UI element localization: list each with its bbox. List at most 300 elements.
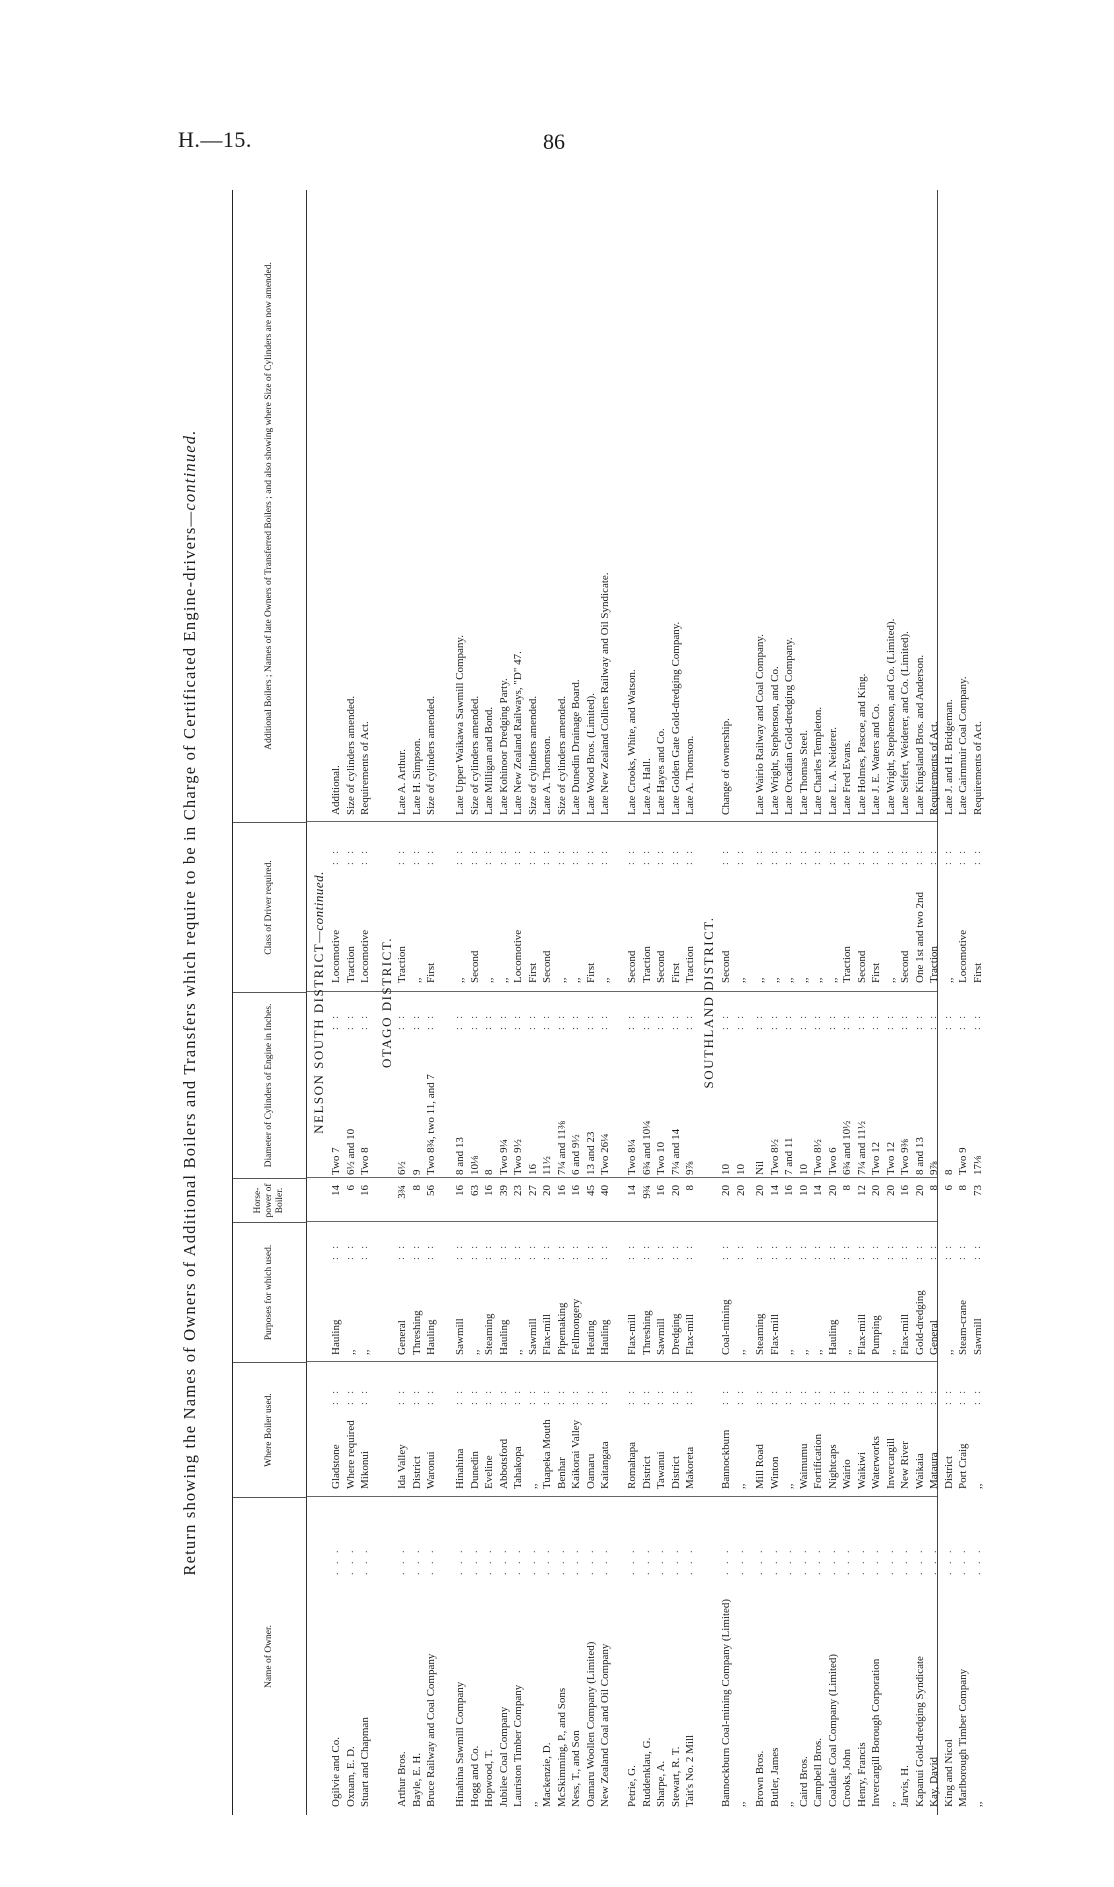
leader-dots: . . . (734, 1547, 746, 1575)
driver-class: ,, (555, 977, 568, 983)
leader-dots: : : (483, 1242, 494, 1260)
horse-power: 16 (783, 1185, 795, 1196)
owner-name: ,, (971, 1801, 984, 1807)
horse-power: 16 (359, 1185, 371, 1196)
leader-dots: : : (928, 1012, 939, 1030)
additional-note: Late J. and H. Bridgeman. (942, 699, 955, 815)
owner-name: Kapanui Gold-dredging Syndicate (913, 1656, 926, 1807)
boiler-purpose: Gold-dredging (913, 1290, 926, 1355)
boiler-location: District (640, 1456, 653, 1489)
leader-dots: : : (797, 1012, 809, 1030)
driver-class: ,, (768, 977, 781, 983)
leader-dots: . . . (344, 1547, 356, 1575)
table-row (453, 190, 467, 1815)
boiler-location: Kaikorai Valley (570, 1419, 582, 1489)
leader-dots: : : (584, 847, 596, 865)
table-row (598, 190, 612, 1815)
leader-dots: : : (812, 1012, 823, 1030)
horse-power: 20 (826, 1185, 839, 1196)
leader-dots: : : (768, 847, 780, 865)
boiler-purpose: Steaming (483, 1313, 495, 1355)
table-row (797, 190, 811, 1815)
table-row (555, 190, 569, 1815)
cylinder-diameter: 6½ (396, 1161, 408, 1175)
horse-power: 12 (855, 1185, 868, 1196)
boiler-purpose: ,, (468, 1349, 481, 1355)
leader-dots: : : (497, 847, 509, 865)
additional-note: Late Wright, Stephenson, and Co. (Limited). (884, 618, 897, 815)
table-row (719, 190, 733, 1815)
owner-name: ,, (884, 1801, 897, 1807)
leader-dots: . . . (584, 1547, 596, 1575)
leader-dots: : : (783, 847, 794, 865)
boiler-location: Nightcaps (826, 1444, 839, 1489)
page-header (0, 127, 1114, 161)
owner-name: Hogg and Co. (468, 1745, 481, 1807)
boiler-purpose: Pumping (870, 1315, 882, 1355)
horse-power: 16 (570, 1185, 582, 1196)
leader-dots: : : (812, 1387, 823, 1405)
leader-dots: : : (454, 1387, 465, 1405)
cylinder-diameter: Two 10 (655, 1141, 667, 1175)
section-tail: —continued. (311, 871, 326, 943)
cylinder-diameter: Two 8 (359, 1147, 371, 1175)
col-header-class: Class of Driver required. (233, 822, 307, 992)
additional-note: Size of cylinders amended. (468, 695, 481, 815)
returns-table (232, 190, 984, 1815)
leader-dots: : : (971, 847, 983, 865)
rotated-page (180, 190, 984, 1815)
cylinder-diameter: Two 9⅜ (899, 1139, 911, 1175)
leader-dots: : : (541, 1012, 552, 1030)
boiler-purpose: Sawmill (971, 1318, 984, 1355)
owner-name: Jubilee Coal Company (497, 1706, 510, 1807)
horse-power: 63 (468, 1185, 481, 1196)
leader-dots: . . . (928, 1547, 939, 1575)
horse-power: 20 (884, 1185, 897, 1196)
leader-dots: : : (913, 1012, 925, 1030)
leader-dots: : : (884, 1012, 896, 1030)
boiler-location: ,, (526, 1483, 539, 1489)
boiler-location: Bannockburn (720, 1429, 732, 1489)
boiler-location: Kaitangata (599, 1441, 611, 1489)
leader-dots: : : (541, 1387, 552, 1405)
boiler-location: Waikiwi (855, 1452, 868, 1489)
leader-dots: : : (599, 847, 610, 865)
leader-dots: . . . (454, 1547, 465, 1575)
table-row (942, 190, 956, 1815)
leader-dots: : : (855, 1242, 867, 1260)
owner-name: Sharpe, A. (655, 1760, 667, 1807)
leader-dots: : : (669, 1242, 681, 1260)
horse-power: 16 (454, 1185, 466, 1196)
section-label: SOUTHLAND DISTRICT. (701, 916, 716, 1089)
leader-dots: . . . (783, 1547, 794, 1575)
driver-class: One 1st and two 2nd (913, 891, 926, 983)
leader-dots: : : (425, 1242, 436, 1260)
leader-dots: . . . (720, 1547, 731, 1575)
leader-dots: : : (396, 1242, 407, 1260)
boiler-purpose: Flax-mill (684, 1314, 696, 1355)
leader-dots: : : (599, 1242, 610, 1260)
boiler-location: Wairio (841, 1459, 853, 1489)
driver-class: ,, (454, 977, 466, 983)
leader-dots: . . . (497, 1547, 509, 1575)
owner-name: Coaldale Coal Company (Limited) (826, 1653, 839, 1807)
owner-name: ,, (734, 1801, 747, 1807)
horse-power: 8 (841, 1185, 853, 1191)
additional-note: Late Crooks, White, and Watson. (626, 669, 638, 815)
table-row (753, 190, 767, 1815)
leader-dots: : : (468, 1387, 480, 1405)
driver-class: ,, (942, 977, 955, 983)
cylinder-diameter: Two 26¼ (599, 1133, 611, 1175)
leader-dots: : : (655, 1012, 666, 1030)
additional-note: Late Kingsland Bros. and Anderson. (913, 654, 926, 815)
cylinder-diameter: Two 12 (870, 1141, 882, 1175)
driver-class: Second (855, 950, 868, 983)
additional-note: Late Golden Gate Gold-dredging Company. (669, 621, 682, 815)
leader-dots: : : (526, 1387, 538, 1405)
table-row (625, 190, 639, 1815)
leader-dots: : : (640, 1012, 652, 1030)
owner-name: Bruce Railway and Coal Company (425, 1653, 437, 1807)
additional-note: Late Cairnmuir Coal Company. (957, 676, 969, 815)
leader-dots: : : (640, 847, 652, 865)
owner-name: Mackenzie, D. (541, 1742, 553, 1807)
leader-dots: : : (826, 1012, 838, 1030)
driver-class: Locomotive (330, 929, 342, 983)
boiler-purpose: Sawmill (655, 1318, 667, 1355)
leader-dots: : : (957, 1012, 968, 1030)
leader-dots: : : (344, 1242, 356, 1260)
cylinder-diameter: 7¼ and 11½ (855, 1121, 868, 1175)
table-row (358, 190, 372, 1815)
leader-dots: : : (626, 1387, 637, 1405)
table-row (956, 190, 970, 1815)
leader-dots: . . . (396, 1547, 407, 1575)
leader-dots: : : (330, 1387, 341, 1405)
driver-class: First (584, 962, 597, 983)
driver-class: Traction (841, 946, 853, 983)
boiler-location: Waterworks (870, 1436, 882, 1489)
horse-power: 20 (913, 1185, 926, 1196)
leader-dots: : : (754, 1242, 765, 1260)
boiler-purpose: Hauling (599, 1319, 611, 1355)
leader-dots: : : (410, 1012, 422, 1030)
leader-dots: : : (526, 1012, 538, 1030)
leader-dots: : : (640, 1242, 652, 1260)
boiler-purpose: Flax-mill (899, 1314, 911, 1355)
owner-name: ,, (526, 1801, 539, 1807)
table-row (569, 190, 583, 1815)
owner-name: Kay, David (928, 1757, 940, 1807)
additional-note: Late A. Thomson. (684, 735, 696, 815)
leader-dots: . . . (655, 1547, 666, 1575)
leader-dots: : : (783, 1242, 794, 1260)
boiler-purpose: Steam-crane (957, 1300, 969, 1355)
leader-dots: : : (870, 1012, 881, 1030)
owner-name: Ness, T., and Son (570, 1730, 582, 1807)
boiler-location: Mill Road (754, 1444, 766, 1489)
document-title (180, 190, 220, 1815)
boiler-location: Tawanui (655, 1451, 667, 1489)
driver-class: ,, (497, 977, 510, 983)
leader-dots: . . . (812, 1547, 823, 1575)
horse-power: 20 (870, 1185, 882, 1196)
table-row (913, 190, 927, 1815)
driver-class: Second (541, 950, 553, 983)
leader-dots: : : (942, 1012, 954, 1030)
owner-name: Petrie, G. (626, 1765, 638, 1807)
leader-dots: : : (497, 1387, 509, 1405)
boiler-purpose: Hauling (425, 1319, 437, 1355)
section-southland (701, 190, 717, 1815)
additional-note: Additional. (330, 765, 342, 815)
additional-note: Late L. A. Neiderer. (826, 727, 839, 815)
leader-dots: : : (720, 1242, 731, 1260)
horse-power: 8 (957, 1185, 969, 1191)
leader-dots: : : (541, 1242, 552, 1260)
additional-note: Change of ownership. (720, 718, 732, 815)
boiler-location: Gladstone (330, 1444, 342, 1489)
driver-class: First (526, 962, 539, 983)
leader-dots: : : (570, 1242, 581, 1260)
boiler-location: Where required (344, 1420, 357, 1489)
boiler-location: Port Craig (957, 1443, 969, 1489)
leader-dots: : : (599, 1012, 610, 1030)
leader-dots: : : (425, 1387, 436, 1405)
leader-dots: : : (826, 1242, 838, 1260)
owner-name: Lauriston Timber Company (512, 1684, 524, 1807)
leader-dots: : : (483, 847, 494, 865)
owner-name: Campbell Bros. (812, 1737, 824, 1807)
leader-dots: : : (720, 847, 731, 865)
horse-power: 16 (899, 1185, 911, 1196)
leader-dots: : : (497, 1012, 509, 1030)
boiler-location: ,, (783, 1483, 795, 1489)
leader-dots: : : (684, 1242, 695, 1260)
table-row (782, 190, 796, 1815)
driver-class: ,, (884, 977, 897, 983)
leader-dots: : : (826, 847, 838, 865)
leader-dots: : : (396, 1387, 407, 1405)
cylinder-diameter: 7¼ and 14 (669, 1128, 682, 1175)
leader-dots: : : (330, 1012, 341, 1030)
leader-dots: . . . (870, 1547, 881, 1575)
horse-power: 45 (584, 1185, 597, 1196)
leader-dots: : : (483, 1387, 494, 1405)
boiler-location: District (942, 1456, 955, 1489)
additional-note: Late Holmes, Pascoe, and King. (855, 673, 868, 815)
leader-dots: . . . (913, 1547, 925, 1575)
horse-power: 27 (526, 1185, 539, 1196)
leader-dots: : : (928, 1387, 939, 1405)
leader-dots: : : (344, 1387, 356, 1405)
boiler-purpose: Coal-mining (720, 1299, 732, 1355)
cylinder-diameter: Nil (754, 1160, 766, 1175)
leader-dots: : : (812, 847, 823, 865)
boiler-purpose: ,, (344, 1349, 357, 1355)
leader-dots: : : (655, 1242, 666, 1260)
horse-power: 20 (669, 1185, 682, 1196)
owner-name: Arthur Bros. (396, 1751, 408, 1807)
owner-name: ,, (783, 1801, 795, 1807)
cylinder-diameter: Two 12 (884, 1141, 897, 1175)
table-row (826, 190, 840, 1815)
leader-dots: : : (734, 1012, 746, 1030)
leader-dots: : : (468, 1242, 480, 1260)
boiler-purpose: ,, (884, 1349, 897, 1355)
leader-dots: : : (841, 847, 852, 865)
cylinder-diameter: 6 and 9½ (570, 1134, 582, 1175)
cylinder-diameter: 7 and 11 (783, 1137, 795, 1175)
col-header-diameter: Diameter of Cylinders of Engine in Inches. (233, 992, 307, 1178)
leader-dots: : : (899, 1012, 910, 1030)
table-row (869, 190, 883, 1815)
cylinder-diameter: 10⅛ (468, 1155, 481, 1175)
leader-dots: : : (410, 847, 422, 865)
leader-dots: : : (942, 1387, 954, 1405)
owner-name: Hinahina Sawmill Company (454, 1681, 466, 1807)
boiler-purpose: Flax-mill (768, 1314, 781, 1355)
leader-dots: : : (497, 1242, 509, 1260)
additional-note: Size of cylinders amended. (555, 695, 568, 815)
horse-power: 14 (768, 1185, 781, 1196)
table-row (526, 190, 540, 1815)
leader-dots: : : (570, 847, 581, 865)
leader-dots: . . . (855, 1547, 867, 1575)
leader-dots: . . . (330, 1547, 341, 1575)
horse-power: 20 (734, 1185, 747, 1196)
horse-power: 20 (754, 1185, 766, 1196)
leader-dots: : : (734, 1242, 746, 1260)
additional-note: Requirements of Act. (971, 721, 984, 815)
table-row (410, 190, 424, 1815)
leader-dots: : : (768, 1012, 780, 1030)
leader-dots: : : (734, 1387, 746, 1405)
leader-dots: : : (684, 1387, 695, 1405)
table-row (840, 190, 854, 1815)
boiler-location: Oamaru (584, 1453, 597, 1489)
leader-dots: . . . (884, 1547, 896, 1575)
additional-note: Late New Zealand Colliers Railway and Oil Syndicate. (599, 572, 611, 815)
additional-note: Late Wood Bros. (Limited). (584, 692, 597, 815)
leader-dots: : : (669, 1387, 681, 1405)
horse-power: 8 (928, 1185, 940, 1191)
additional-note: Size of cylinders amended. (526, 695, 539, 815)
leader-dots: : : (720, 1012, 731, 1030)
leader-dots: : : (720, 1387, 731, 1405)
leader-dots: : : (626, 847, 637, 865)
horse-power: 40 (599, 1185, 611, 1196)
cylinder-diameter: Two 7 (330, 1147, 342, 1175)
boiler-purpose: Dredging (669, 1313, 682, 1355)
title-tail: —continued. (180, 429, 199, 527)
leader-dots: : : (870, 1242, 881, 1260)
cylinder-diameter: Two 9 (957, 1147, 969, 1175)
leader-dots: : : (855, 847, 867, 865)
driver-class: Second (468, 950, 481, 983)
horse-power: 16 (655, 1185, 667, 1196)
leader-dots: : : (913, 1242, 925, 1260)
additional-note: Late A. Hall. (640, 758, 653, 815)
leader-dots: : : (899, 847, 910, 865)
horse-power: 10 (797, 1185, 810, 1196)
col-header-additional: Additional Boilers ; Names of late Owners of Transferred Boilers ; and also showing where Size of Cylinders are now amended. (233, 190, 307, 822)
leader-dots: : : (942, 1242, 954, 1260)
driver-class: Second (899, 950, 911, 983)
boiler-purpose: ,, (359, 1349, 371, 1355)
col-header-purpose: Purposes for which used. (233, 1222, 307, 1362)
owner-name: Brown Bros. (754, 1750, 766, 1807)
boiler-location: District (410, 1456, 423, 1489)
cylinder-diameter: Two 8¾, two 11, and 7 (425, 1074, 437, 1175)
leader-dots: : : (526, 1242, 538, 1260)
horse-power: 20 (541, 1185, 553, 1196)
driver-class: ,, (410, 977, 423, 983)
leader-dots: . . . (425, 1547, 436, 1575)
owner-name: Henry, Francis (855, 1742, 868, 1807)
boiler-purpose: ,, (942, 1349, 955, 1355)
additional-note: Requirements of Act. (928, 721, 940, 815)
cylinder-diameter: 10 (797, 1164, 810, 1175)
leader-dots: : : (754, 1012, 765, 1030)
leader-dots: : : (468, 1012, 480, 1030)
horse-power: 73 (971, 1185, 984, 1196)
leader-dots: : : (884, 1387, 896, 1405)
boiler-purpose: Hauling (826, 1319, 839, 1355)
driver-class: First (971, 962, 984, 983)
horse-power: 20 (720, 1185, 732, 1196)
table-row (971, 190, 985, 1815)
driver-class: ,, (797, 977, 810, 983)
cylinder-diameter: Two 8¼ (626, 1139, 638, 1175)
additional-note: Late Wright, Stephenson, and Co. (768, 666, 781, 815)
boiler-location: Dunedin (468, 1451, 481, 1489)
additional-note: Late Dunedin Drainage Board. (570, 679, 582, 815)
boiler-purpose: General (396, 1320, 408, 1355)
leader-dots: : : (344, 1012, 356, 1030)
leader-dots: : : (454, 1012, 465, 1030)
owner-name: Oxnam, E. D. (344, 1746, 357, 1807)
leader-dots: : : (754, 847, 765, 865)
horse-power: 39 (497, 1185, 510, 1196)
table-row (482, 190, 496, 1815)
leader-dots: : : (626, 1012, 637, 1030)
leader-dots: : : (971, 1012, 983, 1030)
boiler-location: Makoreta (684, 1446, 696, 1489)
leader-dots: : : (797, 847, 809, 865)
cylinder-diameter: 9 (410, 1169, 423, 1175)
leader-dots: : : (957, 1387, 968, 1405)
leader-dots: : : (884, 847, 896, 865)
boiler-purpose: Sawmill (526, 1318, 539, 1355)
leader-dots: : : (913, 1387, 925, 1405)
driver-class: Locomotive (512, 929, 524, 983)
leader-dots: : : (768, 1387, 780, 1405)
boiler-purpose: ,, (797, 1349, 810, 1355)
leader-dots: : : (599, 1387, 610, 1405)
boiler-purpose: Pipemaking (555, 1302, 568, 1355)
boiler-purpose: ,, (783, 1349, 795, 1355)
leader-dots: : : (957, 1242, 968, 1260)
table-row (468, 190, 482, 1815)
owner-name: Stuart and Chapman (359, 1717, 371, 1807)
driver-class: ,, (570, 977, 582, 983)
table-row (395, 190, 409, 1815)
horse-power: 16 (483, 1185, 495, 1196)
